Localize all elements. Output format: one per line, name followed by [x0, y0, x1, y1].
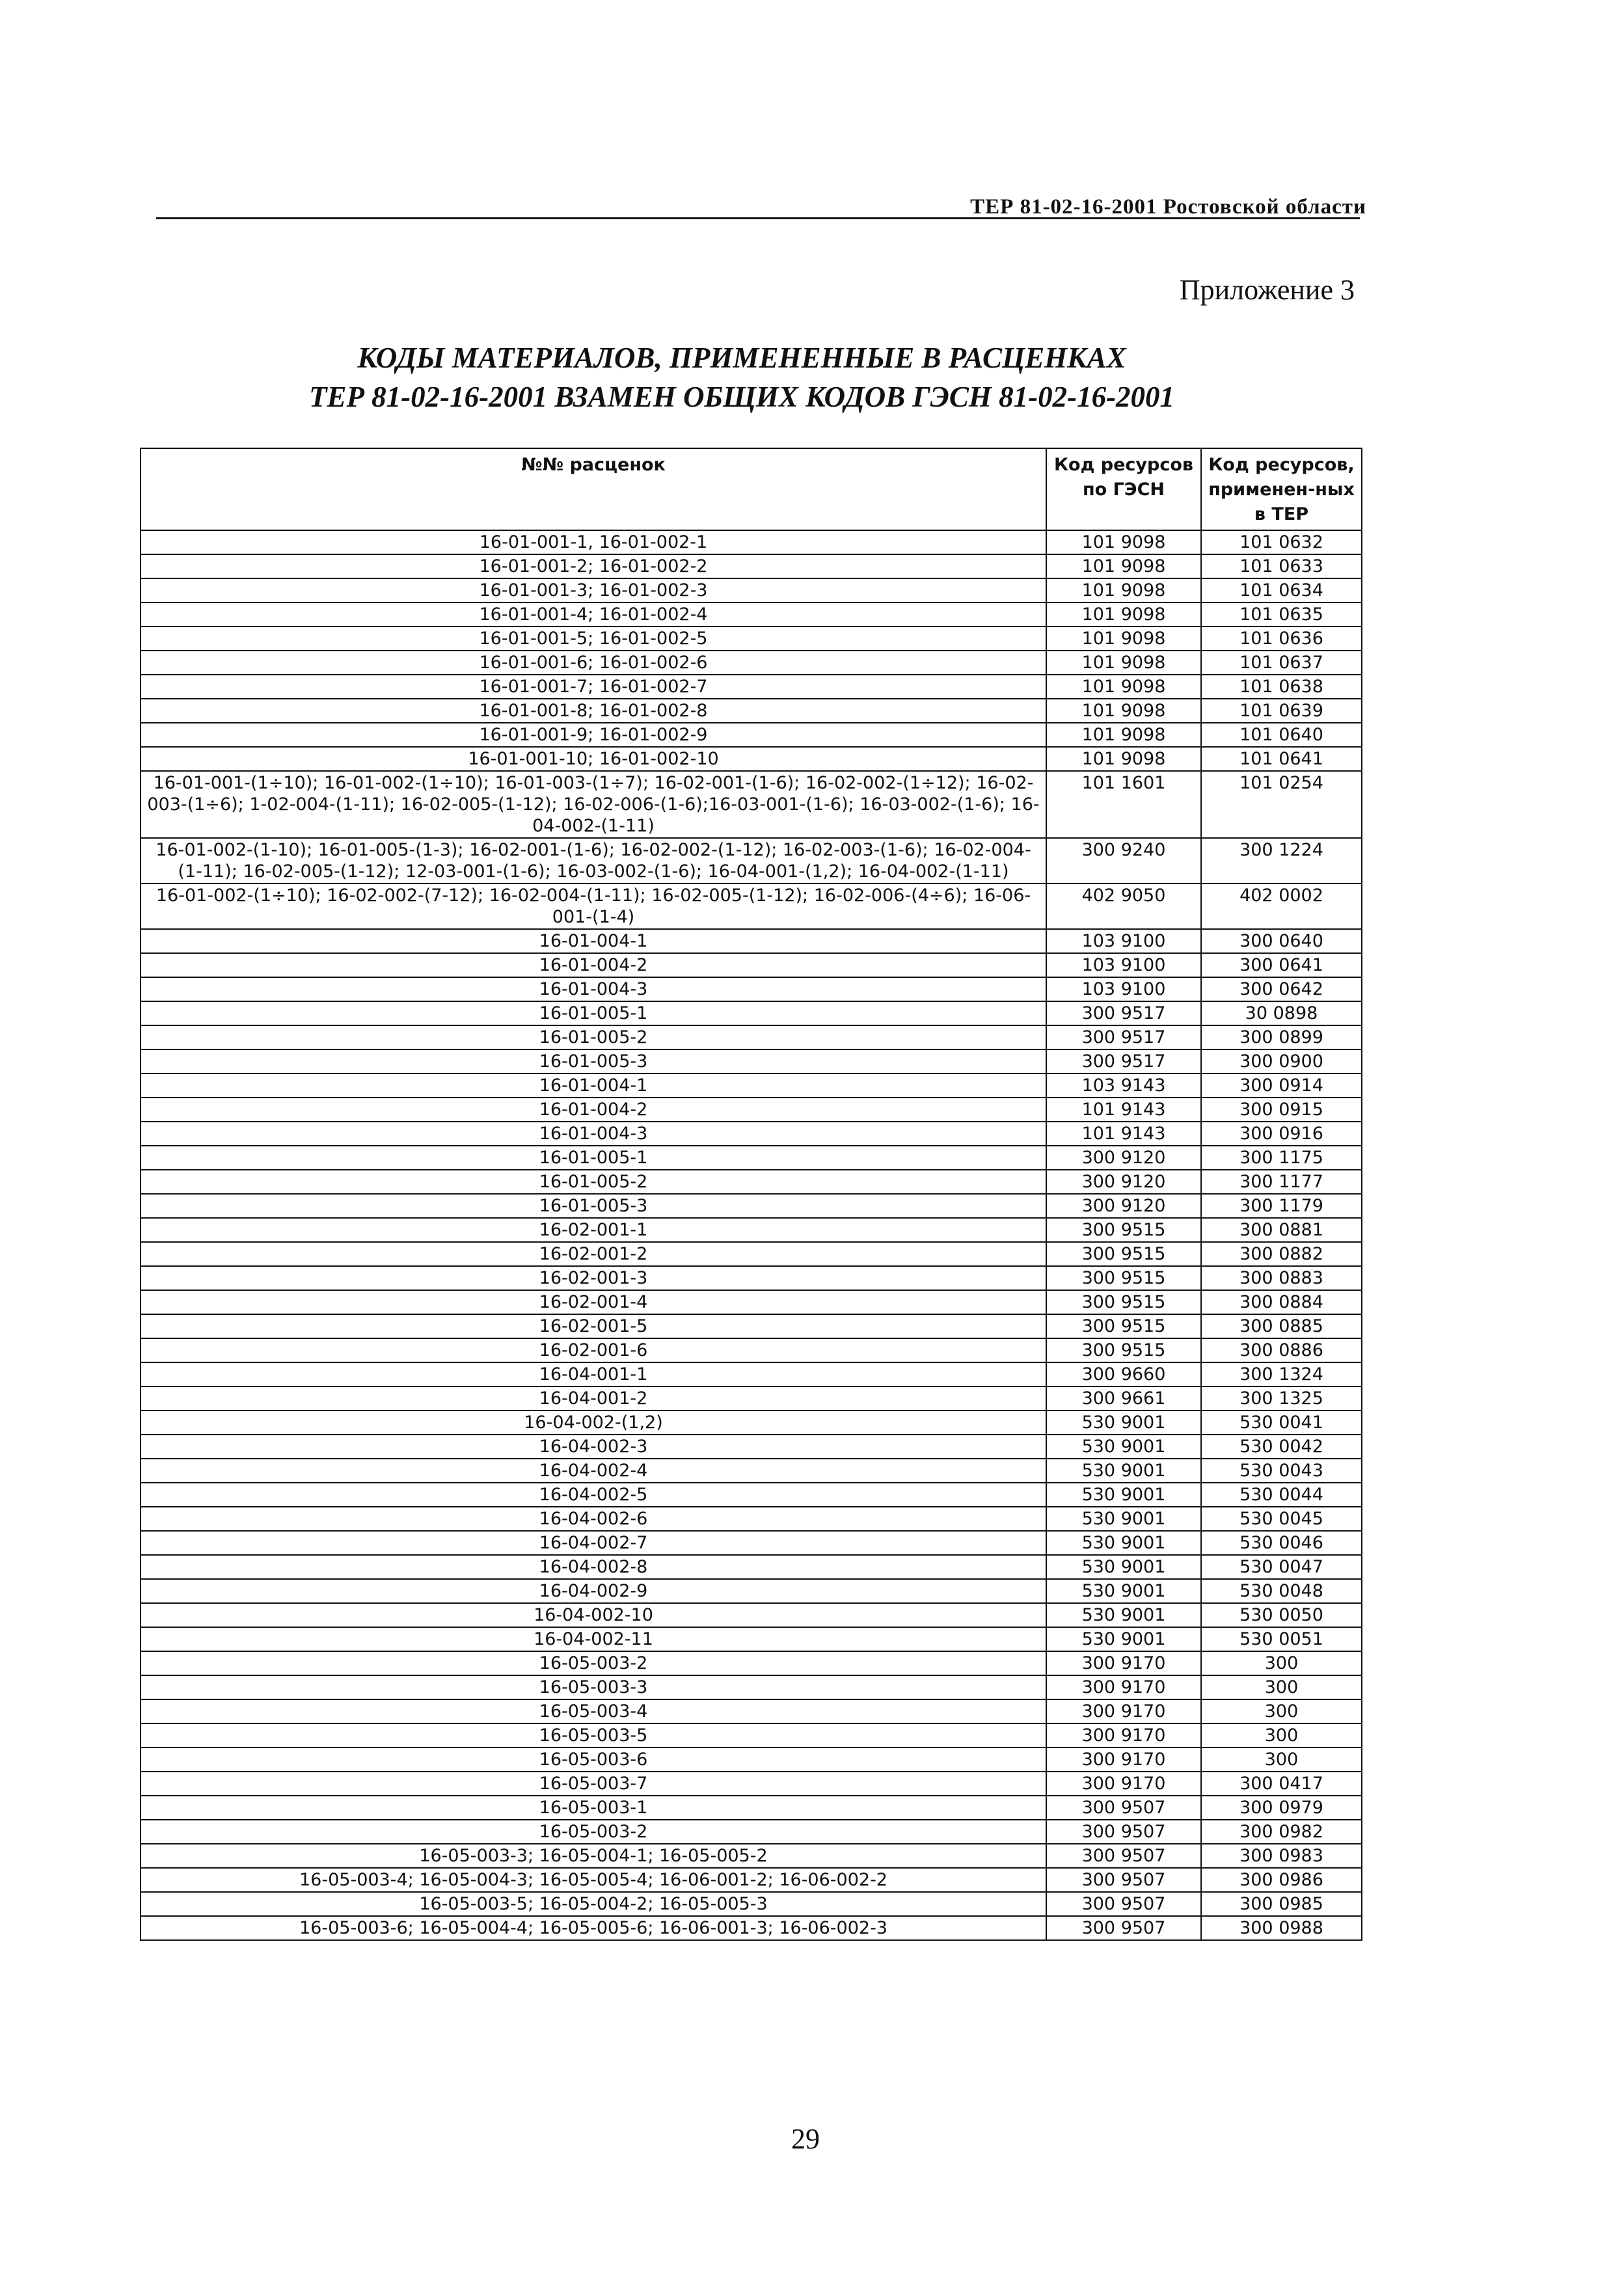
rate-numbers-cell: 16-04-002-7 [141, 1531, 1046, 1555]
table-row [141, 1531, 1362, 1555]
table-row [141, 1820, 1362, 1844]
table-row [141, 1242, 1362, 1266]
gesn-code-cell: 530 9001 [1046, 1411, 1201, 1435]
ter-code-cell: 530 0041 [1201, 1411, 1362, 1435]
ter-code-cell: 300 0886 [1201, 1338, 1362, 1362]
table-row [141, 1579, 1362, 1603]
ter-code-cell: 300 0986 [1201, 1868, 1362, 1892]
ter-code-cell: 101 0638 [1201, 675, 1362, 699]
gesn-code-cell: 300 9515 [1046, 1266, 1201, 1290]
table-row [141, 1651, 1362, 1675]
rate-numbers-cell: 16-01-005-1 [141, 1146, 1046, 1170]
ter-code-cell: 530 0043 [1201, 1459, 1362, 1483]
ter-code-cell: 300 1224 [1201, 838, 1362, 884]
gesn-code-cell: 300 9170 [1046, 1723, 1201, 1748]
gesn-code-cell: 300 9507 [1046, 1916, 1201, 1940]
table-row [141, 1868, 1362, 1892]
column-header-ter-code: Код ресурсов, применен-ных в ТЕР [1201, 448, 1362, 530]
rate-numbers-cell: 16-01-005-2 [141, 1170, 1046, 1194]
ter-code-cell: 101 0641 [1201, 747, 1362, 771]
rate-numbers-cell: 16-01-004-1 [141, 929, 1046, 953]
ter-code-cell: 530 0050 [1201, 1603, 1362, 1627]
document-title [130, 338, 1353, 416]
table-row [141, 1748, 1362, 1772]
gesn-code-cell: 300 9661 [1046, 1386, 1201, 1411]
ter-code-cell: 300 0985 [1201, 1892, 1362, 1916]
ter-code-cell: 101 0254 [1201, 771, 1362, 838]
rate-numbers-cell: 16-01-001-(1÷10); 16-01-002-(1÷10); 16-01-003-(1÷7); 16-02-001-(1-6); 16-02-002-(1÷12); 16-02-003-(1÷6); 1-02-004-(1-11); 16-02-005-(1-12); 16-02-006-(1-6);16-03-001-(1-6); 16-03-002-(1-6); 16-04-002-(1-11) [141, 771, 1046, 838]
ter-code-cell: 101 0637 [1201, 651, 1362, 675]
gesn-code-cell: 300 9515 [1046, 1338, 1201, 1362]
rate-numbers-cell: 16-05-003-3; 16-05-004-1; 16-05-005-2 [141, 1844, 1046, 1868]
rate-numbers-cell: 16-05-003-4 [141, 1699, 1046, 1723]
column-header-gesn-code: Код ресурсов по ГЭСН [1046, 448, 1201, 530]
ter-code-cell: 300 0641 [1201, 953, 1362, 977]
ter-code-cell: 300 0899 [1201, 1025, 1362, 1049]
ter-code-cell: 300 0979 [1201, 1796, 1362, 1820]
table-row [141, 929, 1362, 953]
table-row [141, 1459, 1362, 1483]
ter-code-cell: 530 0045 [1201, 1507, 1362, 1531]
table-row [141, 675, 1362, 699]
gesn-code-cell: 300 9507 [1046, 1844, 1201, 1868]
gesn-code-cell: 530 9001 [1046, 1555, 1201, 1579]
table-row [141, 838, 1362, 884]
ter-code-cell: 300 1175 [1201, 1146, 1362, 1170]
gesn-code-cell: 300 9507 [1046, 1868, 1201, 1892]
gesn-code-cell: 300 9507 [1046, 1820, 1201, 1844]
rate-numbers-cell: 16-01-005-1 [141, 1001, 1046, 1025]
gesn-code-cell: 101 9098 [1046, 747, 1201, 771]
table-row [141, 1170, 1362, 1194]
ter-code-cell: 300 0882 [1201, 1242, 1362, 1266]
ter-code-cell: 101 0639 [1201, 699, 1362, 723]
rate-numbers-cell: 16-01-001-8; 16-01-002-8 [141, 699, 1046, 723]
ter-code-cell: 530 0042 [1201, 1435, 1362, 1459]
gesn-code-cell: 101 9098 [1046, 578, 1201, 602]
table-row [141, 1362, 1362, 1386]
table-row [141, 1796, 1362, 1820]
gesn-code-cell: 300 9120 [1046, 1170, 1201, 1194]
header-rule [156, 217, 1360, 219]
rate-numbers-cell: 16-02-001-5 [141, 1314, 1046, 1338]
table-row [141, 884, 1362, 929]
gesn-code-cell: 530 9001 [1046, 1507, 1201, 1531]
ter-code-cell: 530 0044 [1201, 1483, 1362, 1507]
gesn-code-cell: 101 9098 [1046, 530, 1201, 554]
gesn-code-cell: 530 9001 [1046, 1483, 1201, 1507]
gesn-code-cell: 300 9515 [1046, 1242, 1201, 1266]
rate-numbers-cell: 16-05-003-2 [141, 1820, 1046, 1844]
gesn-code-cell: 300 9517 [1046, 1049, 1201, 1074]
gesn-code-cell: 300 9170 [1046, 1675, 1201, 1699]
table-row [141, 723, 1362, 747]
table-row [141, 602, 1362, 627]
ter-code-cell: 300 0883 [1201, 1266, 1362, 1290]
rate-numbers-cell: 16-01-004-2 [141, 1098, 1046, 1122]
table-row [141, 1074, 1362, 1098]
gesn-code-cell: 530 9001 [1046, 1579, 1201, 1603]
rate-numbers-cell: 16-01-005-3 [141, 1049, 1046, 1074]
ter-code-cell: 530 0046 [1201, 1531, 1362, 1555]
gesn-code-cell: 530 9001 [1046, 1627, 1201, 1651]
rate-numbers-cell: 16-02-001-2 [141, 1242, 1046, 1266]
gesn-code-cell: 300 9240 [1046, 838, 1201, 884]
rate-numbers-cell: 16-01-005-2 [141, 1025, 1046, 1049]
gesn-code-cell: 300 9170 [1046, 1748, 1201, 1772]
table-row [141, 1386, 1362, 1411]
rate-numbers-cell: 16-02-001-4 [141, 1290, 1046, 1314]
gesn-code-cell: 103 9100 [1046, 977, 1201, 1001]
table-row [141, 1194, 1362, 1218]
table-row [141, 1122, 1362, 1146]
rate-numbers-cell: 16-01-001-3; 16-01-002-3 [141, 578, 1046, 602]
ter-code-cell: 402 0002 [1201, 884, 1362, 929]
table-row [141, 747, 1362, 771]
rate-numbers-cell: 16-01-001-10; 16-01-002-10 [141, 747, 1046, 771]
rate-numbers-cell: 16-04-002-10 [141, 1603, 1046, 1627]
gesn-code-cell: 300 9507 [1046, 1892, 1201, 1916]
rate-numbers-cell: 16-01-002-(1÷10); 16-02-002-(7-12); 16-02-004-(1-11); 16-02-005-(1-12); 16-02-006-(4÷6); 16-06-001-(1-4) [141, 884, 1046, 929]
rate-numbers-cell: 16-01-001-6; 16-01-002-6 [141, 651, 1046, 675]
gesn-code-cell: 101 9098 [1046, 675, 1201, 699]
rate-numbers-cell: 16-04-002-8 [141, 1555, 1046, 1579]
title-line-2: ТЕР 81-02-16-2001 ВЗАМЕН ОБЩИХ КОДОВ ГЭСН 81-02-16-2001 [308, 381, 1175, 413]
ter-code-cell: 300 1325 [1201, 1386, 1362, 1411]
ter-code-cell: 101 0632 [1201, 530, 1362, 554]
rate-numbers-cell: 16-05-003-5; 16-05-004-2; 16-05-005-3 [141, 1892, 1046, 1916]
rate-numbers-cell: 16-05-003-1 [141, 1796, 1046, 1820]
rate-numbers-cell: 16-01-004-3 [141, 1122, 1046, 1146]
table-row [141, 1146, 1362, 1170]
document-header: ТЕР 81-02-16-2001 Ростовской области [970, 195, 1366, 219]
ter-code-cell: 300 0988 [1201, 1916, 1362, 1940]
ter-code-cell: 101 0635 [1201, 602, 1362, 627]
ter-code-cell: 300 1324 [1201, 1362, 1362, 1386]
gesn-code-cell: 300 9660 [1046, 1362, 1201, 1386]
gesn-code-cell: 101 1601 [1046, 771, 1201, 838]
rate-numbers-cell: 16-01-001-7; 16-01-002-7 [141, 675, 1046, 699]
rate-numbers-cell: 16-05-003-3 [141, 1675, 1046, 1699]
gesn-code-cell: 101 9098 [1046, 627, 1201, 651]
ter-code-cell: 30 0898 [1201, 1001, 1362, 1025]
table-row [141, 1435, 1362, 1459]
gesn-code-cell: 101 9098 [1046, 602, 1201, 627]
ter-code-cell: 300 [1201, 1723, 1362, 1748]
table-row [141, 1892, 1362, 1916]
ter-code-cell: 530 0048 [1201, 1579, 1362, 1603]
table-row [141, 1025, 1362, 1049]
ter-code-cell: 300 0982 [1201, 1820, 1362, 1844]
rate-numbers-cell: 16-04-002-9 [141, 1579, 1046, 1603]
rate-numbers-cell: 16-05-003-7 [141, 1772, 1046, 1796]
table-header-row [141, 448, 1362, 530]
table-row [141, 977, 1362, 1001]
rate-numbers-cell: 16-02-001-3 [141, 1266, 1046, 1290]
gesn-code-cell: 530 9001 [1046, 1435, 1201, 1459]
ter-code-cell: 300 0916 [1201, 1122, 1362, 1146]
ter-code-cell: 101 0636 [1201, 627, 1362, 651]
gesn-code-cell: 300 9517 [1046, 1025, 1201, 1049]
rate-numbers-cell: 16-01-001-4; 16-01-002-4 [141, 602, 1046, 627]
gesn-code-cell: 402 9050 [1046, 884, 1201, 929]
table-row [141, 651, 1362, 675]
table-row [141, 1603, 1362, 1627]
table-row [141, 1844, 1362, 1868]
table-row [141, 1411, 1362, 1435]
gesn-code-cell: 300 9170 [1046, 1651, 1201, 1675]
table-row [141, 1723, 1362, 1748]
table-row [141, 1098, 1362, 1122]
ter-code-cell: 300 [1201, 1748, 1362, 1772]
ter-code-cell: 300 [1201, 1699, 1362, 1723]
rate-numbers-cell: 16-01-001-2; 16-01-002-2 [141, 554, 1046, 578]
rate-numbers-cell: 16-01-001-1, 16-01-002-1 [141, 530, 1046, 554]
gesn-code-cell: 300 9120 [1046, 1146, 1201, 1170]
gesn-code-cell: 300 9170 [1046, 1772, 1201, 1796]
table-row [141, 1555, 1362, 1579]
gesn-code-cell: 300 9517 [1046, 1001, 1201, 1025]
gesn-code-cell: 300 9507 [1046, 1796, 1201, 1820]
gesn-code-cell: 103 9100 [1046, 929, 1201, 953]
ter-code-cell: 300 0983 [1201, 1844, 1362, 1868]
gesn-code-cell: 103 9100 [1046, 953, 1201, 977]
gesn-code-cell: 300 9170 [1046, 1699, 1201, 1723]
rate-numbers-cell: 16-04-002-6 [141, 1507, 1046, 1531]
table-row [141, 1483, 1362, 1507]
rate-numbers-cell: 16-02-001-6 [141, 1338, 1046, 1362]
rate-numbers-cell: 16-04-001-2 [141, 1386, 1046, 1411]
table-row [141, 1627, 1362, 1651]
gesn-code-cell: 530 9001 [1046, 1459, 1201, 1483]
ter-code-cell: 300 0417 [1201, 1772, 1362, 1796]
table-row [141, 530, 1362, 554]
table-row [141, 1338, 1362, 1362]
table-row [141, 1675, 1362, 1699]
gesn-code-cell: 530 9001 [1046, 1603, 1201, 1627]
rate-numbers-cell: 16-01-002-(1-10); 16-01-005-(1-3); 16-02-001-(1-6); 16-02-002-(1-12); 16-02-003-(1-6); 16-02-004-(1-11); 16-02-005-(1-12); 12-03-001-(1-6); 16-03-002-(1-6); 16-04-001-(1,2); 16-04-002-(1-11) [141, 838, 1046, 884]
table-row [141, 1507, 1362, 1531]
rate-numbers-cell: 16-01-004-1 [141, 1074, 1046, 1098]
title-line-1: КОДЫ МАТЕРИАЛОВ, ПРИМЕНЕННЫЕ В РАСЦЕНКАХ [357, 342, 1126, 374]
gesn-code-cell: 300 9120 [1046, 1194, 1201, 1218]
table-row [141, 771, 1362, 838]
rate-numbers-cell: 16-05-003-2 [141, 1651, 1046, 1675]
ter-code-cell: 300 0885 [1201, 1314, 1362, 1338]
rate-numbers-cell: 16-04-002-11 [141, 1627, 1046, 1651]
table-row [141, 1001, 1362, 1025]
ter-code-cell: 300 0881 [1201, 1218, 1362, 1242]
rate-numbers-cell: 16-04-002-(1,2) [141, 1411, 1046, 1435]
table-row [141, 627, 1362, 651]
table-row [141, 1699, 1362, 1723]
table-row [141, 1290, 1362, 1314]
ter-code-cell: 300 0914 [1201, 1074, 1362, 1098]
ter-code-cell: 300 0884 [1201, 1290, 1362, 1314]
rate-numbers-cell: 16-04-002-5 [141, 1483, 1046, 1507]
table-row [141, 1266, 1362, 1290]
rate-numbers-cell: 16-04-002-3 [141, 1435, 1046, 1459]
table-row [141, 953, 1362, 977]
ter-code-cell: 530 0051 [1201, 1627, 1362, 1651]
ter-code-cell: 300 0642 [1201, 977, 1362, 1001]
ter-code-cell: 530 0047 [1201, 1555, 1362, 1579]
gesn-code-cell: 101 9098 [1046, 651, 1201, 675]
gesn-code-cell: 103 9143 [1046, 1074, 1201, 1098]
table-row [141, 699, 1362, 723]
rate-numbers-cell: 16-01-001-5; 16-01-002-5 [141, 627, 1046, 651]
ter-code-cell: 101 0634 [1201, 578, 1362, 602]
rate-numbers-cell: 16-05-003-5 [141, 1723, 1046, 1748]
ter-code-cell: 300 0640 [1201, 929, 1362, 953]
codes-table [140, 448, 1362, 1941]
table-row [141, 554, 1362, 578]
ter-code-cell: 101 0633 [1201, 554, 1362, 578]
column-header-rates: №№ расценок [141, 448, 1046, 530]
rate-numbers-cell: 16-01-004-2 [141, 953, 1046, 977]
gesn-code-cell: 101 9098 [1046, 723, 1201, 747]
rate-numbers-cell: 16-02-001-1 [141, 1218, 1046, 1242]
rate-numbers-cell: 16-01-005-3 [141, 1194, 1046, 1218]
rate-numbers-cell: 16-05-003-4; 16-05-004-3; 16-05-005-4; 16-06-001-2; 16-06-002-2 [141, 1868, 1046, 1892]
table-row [141, 1314, 1362, 1338]
gesn-code-cell: 101 9098 [1046, 554, 1201, 578]
ter-code-cell: 300 [1201, 1651, 1362, 1675]
rate-numbers-cell: 16-01-004-3 [141, 977, 1046, 1001]
ter-code-cell: 300 0915 [1201, 1098, 1362, 1122]
table-row [141, 1049, 1362, 1074]
gesn-code-cell: 101 9098 [1046, 699, 1201, 723]
table-row [141, 1772, 1362, 1796]
rate-numbers-cell: 16-05-003-6 [141, 1748, 1046, 1772]
appendix-label: Приложение 3 [1179, 274, 1355, 306]
gesn-code-cell: 101 9143 [1046, 1122, 1201, 1146]
ter-code-cell: 101 0640 [1201, 723, 1362, 747]
gesn-code-cell: 101 9143 [1046, 1098, 1201, 1122]
gesn-code-cell: 300 9515 [1046, 1290, 1201, 1314]
ter-code-cell: 300 1179 [1201, 1194, 1362, 1218]
ter-code-cell: 300 1177 [1201, 1170, 1362, 1194]
gesn-code-cell: 300 9515 [1046, 1218, 1201, 1242]
ter-code-cell: 300 0900 [1201, 1049, 1362, 1074]
ter-code-cell: 300 [1201, 1675, 1362, 1699]
rate-numbers-cell: 16-04-001-1 [141, 1362, 1046, 1386]
gesn-code-cell: 300 9515 [1046, 1314, 1201, 1338]
table-body [141, 530, 1362, 1940]
rate-numbers-cell: 16-04-002-4 [141, 1459, 1046, 1483]
table-row [141, 1916, 1362, 1940]
rate-numbers-cell: 16-01-001-9; 16-01-002-9 [141, 723, 1046, 747]
table-row [141, 1218, 1362, 1242]
table-row [141, 578, 1362, 602]
gesn-code-cell: 530 9001 [1046, 1531, 1201, 1555]
page-number: 29 [791, 2123, 820, 2155]
rate-numbers-cell: 16-05-003-6; 16-05-004-4; 16-05-005-6; 16-06-001-3; 16-06-002-3 [141, 1916, 1046, 1940]
